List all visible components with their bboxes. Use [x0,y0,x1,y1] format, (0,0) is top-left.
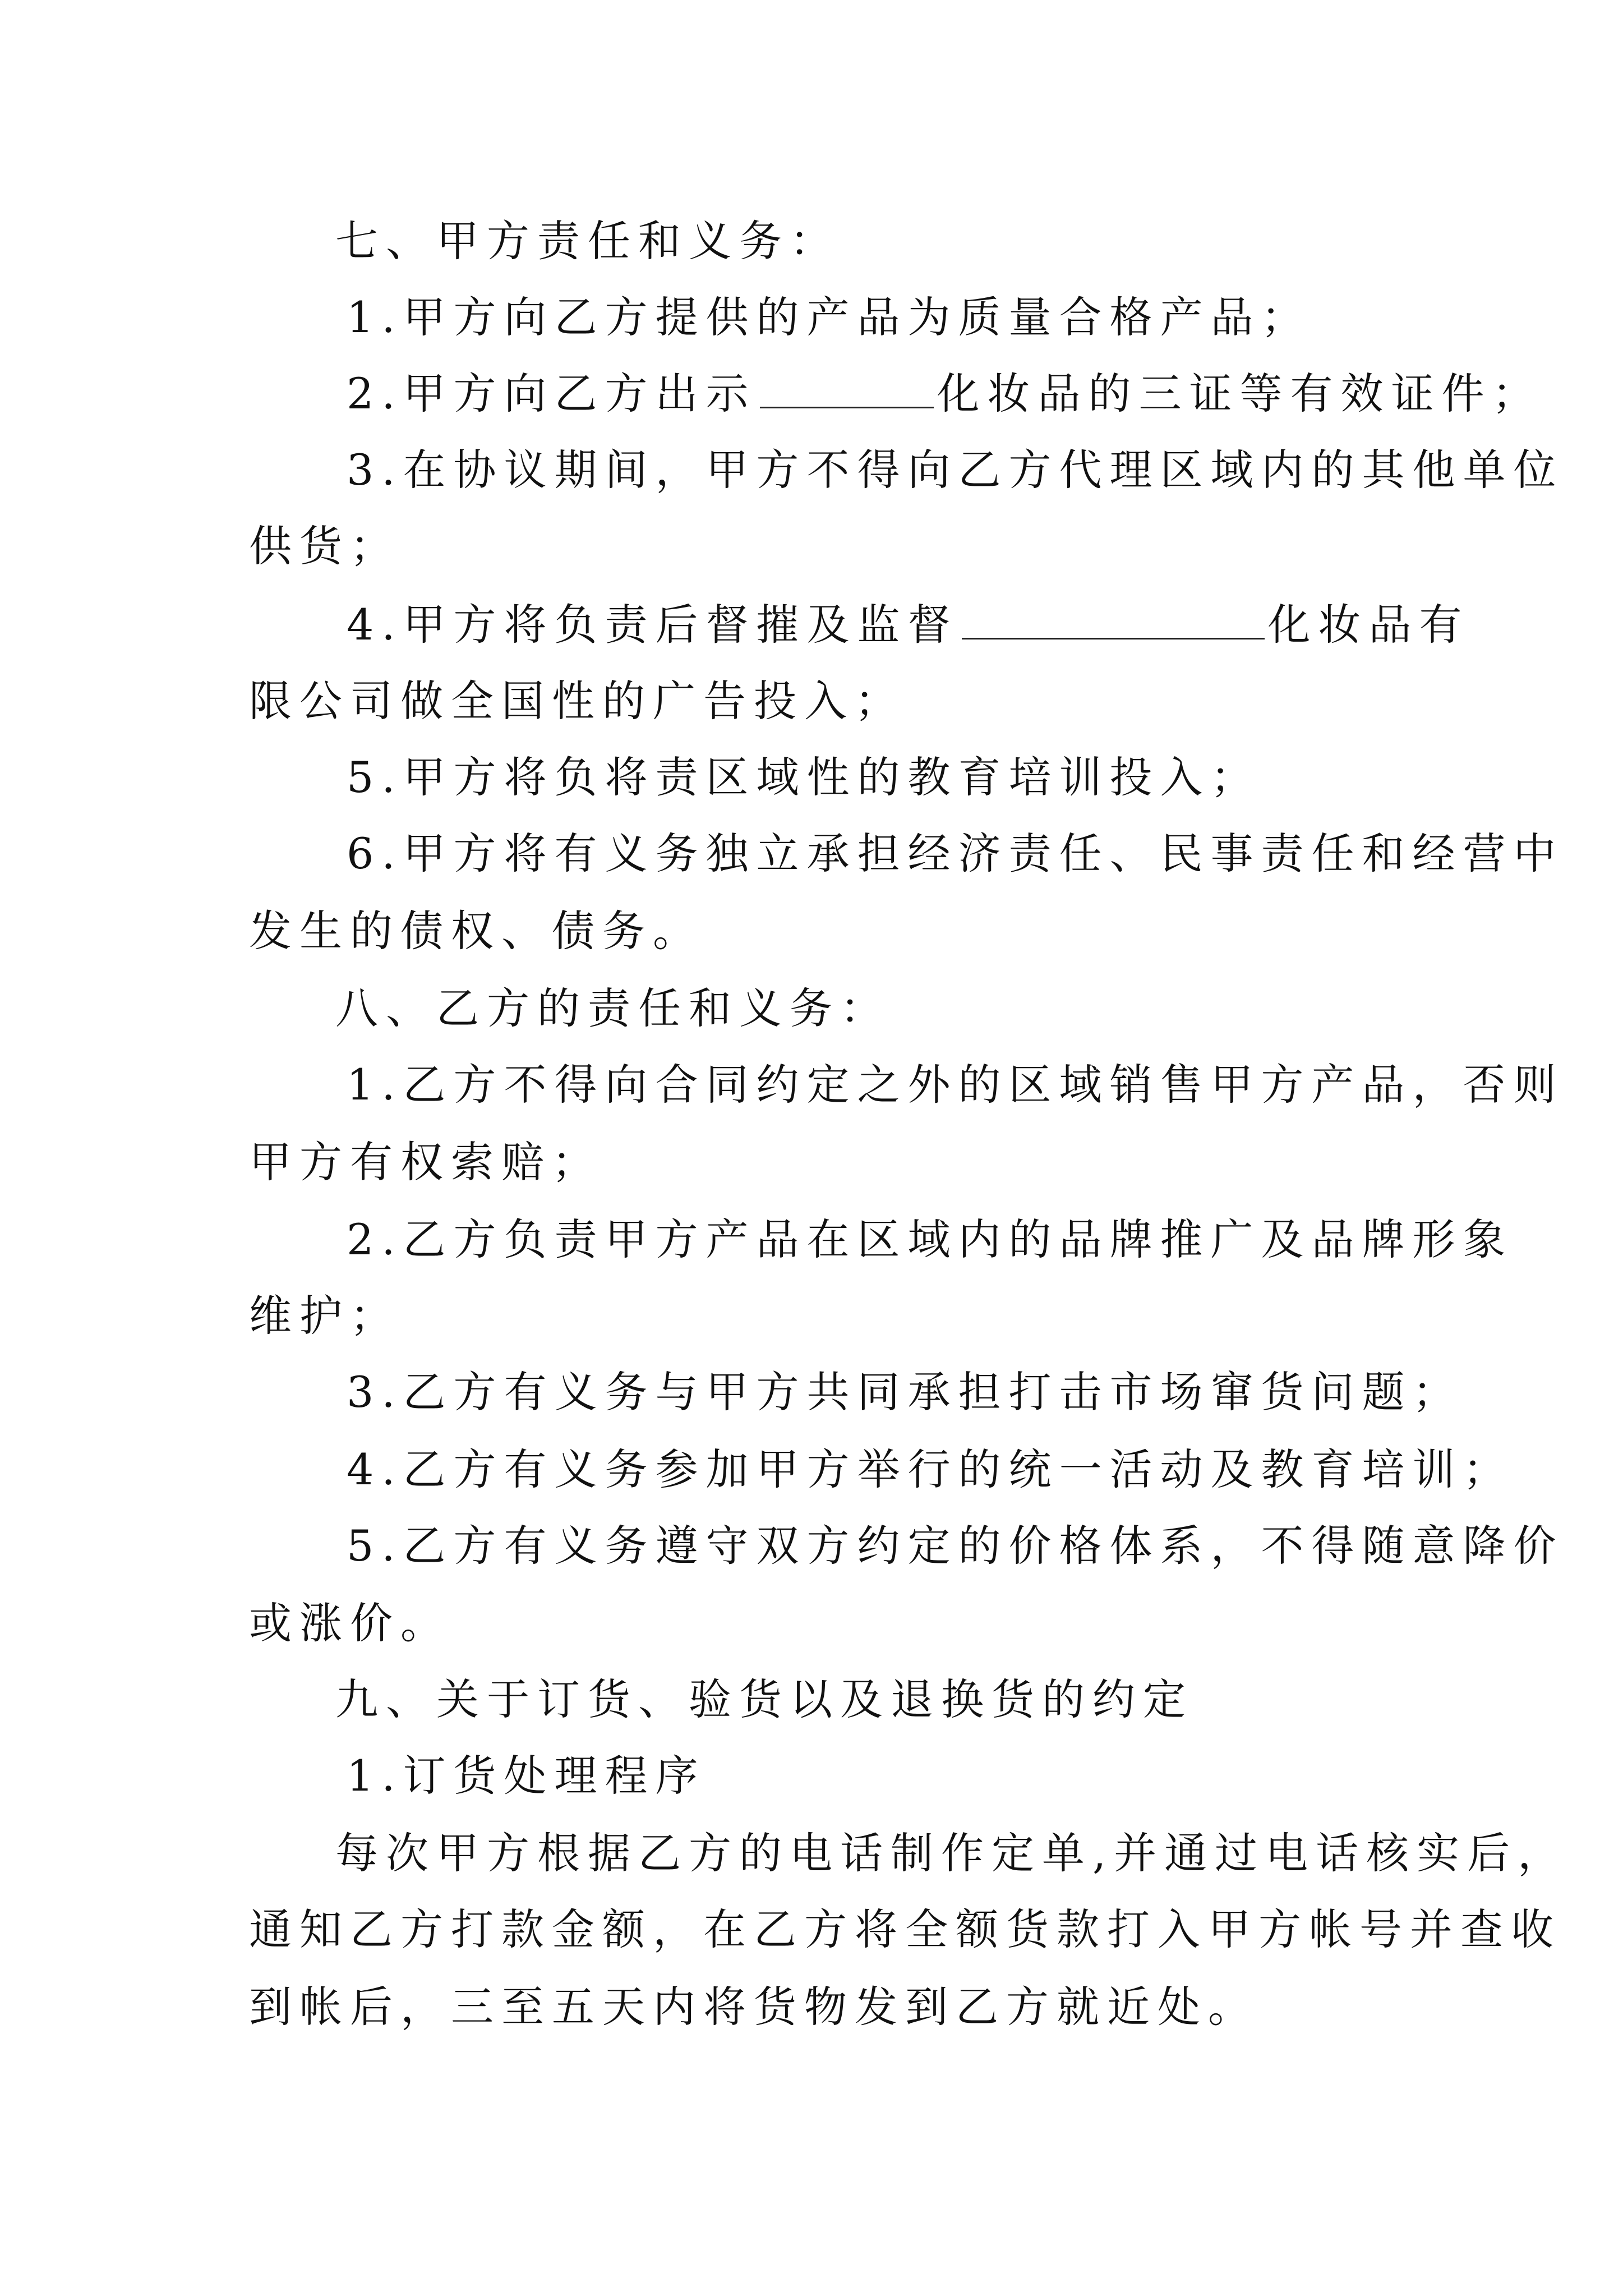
section7-item1: 1.甲方向乙方提供的产品为质量合格产品； [347,292,1312,342]
section9-para-line2: 通知乙方打款金额，在乙方将全额货款打入甲方帐号并查收 [249,1904,1561,1954]
section8-item4: 4.乙方有义务参加甲方举行的统一活动及教育培训； [347,1444,1514,1494]
section7-item3-line2: 供货； [249,521,400,571]
section8-item3: 3.乙方有义务与甲方共同承担打击市场窜货问题； [347,1367,1463,1417]
section7-item4 [347,597,1470,653]
section8-item5-line1: 5.乙方有义务遵守双方约定的价格体系，不得随意降价 [347,1521,1564,1571]
section7-item2-after: 化妆品的三证等有效证件； [937,369,1543,418]
section9-heading: 九、关于订货、验货以及退换货的约定 [335,1674,1193,1724]
section9-sub1: 1.订货处理程序 [347,1751,706,1801]
section7-item3-line1: 3.在协议期间，甲方不得向乙方代理区域内的其他单位 [347,445,1564,495]
section8-item1-line1: 1.乙方不得向合同约定之外的区域销售甲方产品，否则 [347,1060,1564,1110]
section7-item2-before: 2.甲方向乙方出示 [347,369,757,418]
section8-item2-line2: 维护； [249,1291,400,1341]
section8-item5-line2: 或涨价。 [249,1598,451,1648]
fill-in-blank [760,372,934,408]
section8-heading: 八、乙方的责任和义务： [335,983,891,1033]
fill-in-blank [962,603,1265,639]
section8-item1-line2: 甲方有权索赔； [249,1137,602,1187]
section7-item5: 5.甲方将负将责区域性的教育培训投入； [347,752,1261,802]
section7-item4-after: 化妆品有 [1267,600,1470,650]
section7-item6-line1: 6.甲方将有义务独立承担经济责任、民事责任和经营中 [347,829,1564,878]
section7-item4-line2: 限公司做全国性的广告投入； [249,676,905,726]
section7-item4-before: 4.甲方将负责后督摧及监督 [347,600,958,650]
section7-heading: 七、甲方责任和义务： [335,216,840,266]
section8-item2-line1: 2.乙方负责甲方产品在区域内的品牌推广及品牌形象 [347,1214,1514,1264]
section7-item6-line2: 发生的债权、债务。 [249,906,703,956]
section9-para-line3: 到帐后，三至五天内将货物发到乙方就近处。 [249,1982,1258,2032]
section9-para-line1: 每次甲方根据乙方的电话制作定单,并通过电话核实后， [335,1828,1569,1878]
section7-item2 [347,366,1543,422]
